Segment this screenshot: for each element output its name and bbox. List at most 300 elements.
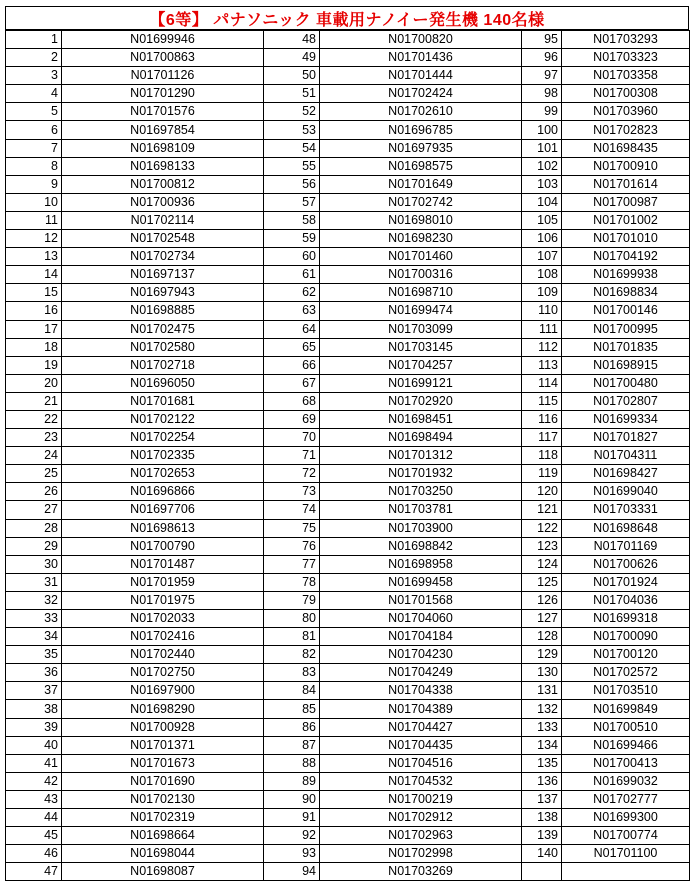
entry-number: 6	[6, 121, 62, 139]
entry-id: N01701827	[562, 429, 690, 447]
entry-id: N01701690	[62, 772, 264, 790]
entry-id: N01699946	[62, 31, 264, 49]
entry-id: N01698133	[62, 157, 264, 175]
table-row	[6, 338, 690, 356]
entry-number: 126	[522, 591, 562, 609]
entry-id: N01699040	[562, 483, 690, 501]
entry-number: 93	[264, 845, 320, 863]
entry-id: N01700774	[562, 827, 690, 845]
entry-id: N01700120	[562, 646, 690, 664]
entry-id: N01699938	[562, 266, 690, 284]
table-row	[6, 103, 690, 121]
entry-number: 14	[6, 266, 62, 284]
entry-number: 102	[522, 157, 562, 175]
entry-id: N01701487	[62, 555, 264, 573]
entry-id: N01700987	[562, 193, 690, 211]
entry-number: 130	[522, 664, 562, 682]
entry-id: N01703323	[562, 49, 690, 67]
entry-id: N01704060	[320, 610, 522, 628]
entry-number: 94	[264, 863, 320, 881]
entry-id: N01701312	[320, 447, 522, 465]
entry-number	[522, 863, 562, 881]
table-row	[6, 519, 690, 537]
entry-number: 127	[522, 610, 562, 628]
entry-id: N01698451	[320, 410, 522, 428]
entry-id: N01696050	[62, 374, 264, 392]
entry-number: 64	[264, 320, 320, 338]
entry-number: 16	[6, 302, 62, 320]
entry-number: 20	[6, 374, 62, 392]
entry-number: 37	[6, 682, 62, 700]
entry-number: 38	[6, 700, 62, 718]
entry-number: 55	[264, 157, 320, 175]
entry-number: 46	[6, 845, 62, 863]
entry-id: N01702335	[62, 447, 264, 465]
entry-number: 35	[6, 646, 62, 664]
table-row	[6, 302, 690, 320]
entry-number: 74	[264, 501, 320, 519]
entry-id: N01701568	[320, 591, 522, 609]
entry-id: N01702548	[62, 230, 264, 248]
entry-id: N01704427	[320, 718, 522, 736]
entry-number: 56	[264, 175, 320, 193]
table-row	[6, 374, 690, 392]
entry-id: N01698010	[320, 211, 522, 229]
entry-id: N01701932	[320, 465, 522, 483]
entry-id: N01701835	[562, 338, 690, 356]
entry-number: 76	[264, 537, 320, 555]
entry-id: N01698664	[62, 827, 264, 845]
table-row	[6, 429, 690, 447]
entry-number: 60	[264, 248, 320, 266]
entry-id: N01702319	[62, 809, 264, 827]
table-row	[6, 827, 690, 845]
entry-number: 8	[6, 157, 62, 175]
table-row	[6, 193, 690, 211]
entry-number: 96	[522, 49, 562, 67]
entry-id: N01698915	[562, 356, 690, 374]
entry-id: N01704184	[320, 628, 522, 646]
entry-id: N01702734	[62, 248, 264, 266]
entry-number: 83	[264, 664, 320, 682]
entry-id: N01702653	[62, 465, 264, 483]
entry-id: N01703358	[562, 67, 690, 85]
entry-id: N01701959	[62, 573, 264, 591]
table-row	[6, 139, 690, 157]
table-row	[6, 31, 690, 49]
entry-number: 136	[522, 772, 562, 790]
winners-sheet	[5, 6, 689, 881]
table-row	[6, 501, 690, 519]
entry-number: 17	[6, 320, 62, 338]
winners-table	[5, 30, 690, 881]
entry-id: N01700219	[320, 790, 522, 808]
entry-id: N01699849	[562, 700, 690, 718]
table-row	[6, 320, 690, 338]
entry-id: N01701126	[62, 67, 264, 85]
entry-id: N01700820	[320, 31, 522, 49]
table-row	[6, 555, 690, 573]
entry-id: N01703250	[320, 483, 522, 501]
entry-id: N01703269	[320, 863, 522, 881]
entry-number: 99	[522, 103, 562, 121]
entry-id: N01698290	[62, 700, 264, 718]
table-row	[6, 121, 690, 139]
entry-number: 31	[6, 573, 62, 591]
entry-id: N01702912	[320, 809, 522, 827]
entry-id: N01704516	[320, 754, 522, 772]
entry-number: 91	[264, 809, 320, 827]
entry-number: 50	[264, 67, 320, 85]
entry-id: N01699474	[320, 302, 522, 320]
entry-id: N01703331	[562, 501, 690, 519]
entry-id: N01699458	[320, 573, 522, 591]
entry-number: 109	[522, 284, 562, 302]
entry-number: 65	[264, 338, 320, 356]
entry-id: N01701681	[62, 392, 264, 410]
entry-id: N01702114	[62, 211, 264, 229]
entry-number: 59	[264, 230, 320, 248]
entry-number: 54	[264, 139, 320, 157]
entry-number: 75	[264, 519, 320, 537]
entry-id: N01704249	[320, 664, 522, 682]
entry-id: N01698648	[562, 519, 690, 537]
entry-id: N01701576	[62, 103, 264, 121]
entry-number: 12	[6, 230, 62, 248]
entry-number: 137	[522, 790, 562, 808]
entry-id: N01704435	[320, 736, 522, 754]
entry-id: N01702416	[62, 628, 264, 646]
entry-id: N01698710	[320, 284, 522, 302]
entry-number: 27	[6, 501, 62, 519]
entry-id: N01697854	[62, 121, 264, 139]
entry-number: 47	[6, 863, 62, 881]
entry-id: N01698575	[320, 157, 522, 175]
entry-id: N01702807	[562, 392, 690, 410]
entry-number: 121	[522, 501, 562, 519]
entry-id: N01699032	[562, 772, 690, 790]
prize-title: 【6等】 パナソニック 車載用ナノイー発生機 140名様	[5, 6, 689, 30]
entry-number: 33	[6, 610, 62, 628]
table-row	[6, 537, 690, 555]
table-row	[6, 646, 690, 664]
entry-number: 112	[522, 338, 562, 356]
entry-number: 48	[264, 31, 320, 49]
entry-number: 82	[264, 646, 320, 664]
entry-number: 80	[264, 610, 320, 628]
entry-id: N01702777	[562, 790, 690, 808]
entry-id: N01701100	[562, 845, 690, 863]
entry-number: 125	[522, 573, 562, 591]
entry-number: 113	[522, 356, 562, 374]
entry-number: 105	[522, 211, 562, 229]
table-row	[6, 591, 690, 609]
entry-number: 45	[6, 827, 62, 845]
entry-number: 7	[6, 139, 62, 157]
entry-number: 81	[264, 628, 320, 646]
table-row	[6, 790, 690, 808]
table-row	[6, 700, 690, 718]
entry-number: 66	[264, 356, 320, 374]
entry-id: N01700812	[62, 175, 264, 193]
entry-number: 53	[264, 121, 320, 139]
table-row	[6, 248, 690, 266]
entry-id: N01703781	[320, 501, 522, 519]
entry-number: 44	[6, 809, 62, 827]
entry-number: 26	[6, 483, 62, 501]
entry-number: 123	[522, 537, 562, 555]
table-row	[6, 157, 690, 175]
entry-number: 68	[264, 392, 320, 410]
entry-id: N01700863	[62, 49, 264, 67]
entry-id: N01702580	[62, 338, 264, 356]
entry-id: N01702122	[62, 410, 264, 428]
entry-id: N01698087	[62, 863, 264, 881]
table-row	[6, 211, 690, 229]
entry-number: 25	[6, 465, 62, 483]
entry-id: N01698494	[320, 429, 522, 447]
entry-number: 135	[522, 754, 562, 772]
entry-id: N01698044	[62, 845, 264, 863]
entry-id: N01697943	[62, 284, 264, 302]
entry-number: 100	[522, 121, 562, 139]
entry-id: N01700910	[562, 157, 690, 175]
entry-id: N01697900	[62, 682, 264, 700]
entry-number: 21	[6, 392, 62, 410]
entry-id: N01702130	[62, 790, 264, 808]
entry-id: N01701010	[562, 230, 690, 248]
table-row	[6, 573, 690, 591]
entry-number: 98	[522, 85, 562, 103]
table-row	[6, 664, 690, 682]
entry-id: N01696866	[62, 483, 264, 501]
entry-number: 131	[522, 682, 562, 700]
entry-id	[562, 863, 690, 881]
entry-id: N01704230	[320, 646, 522, 664]
entry-id: N01700146	[562, 302, 690, 320]
entry-id: N01703510	[562, 682, 690, 700]
entry-number: 101	[522, 139, 562, 157]
entry-number: 90	[264, 790, 320, 808]
entry-number: 28	[6, 519, 62, 537]
entry-id: N01702963	[320, 827, 522, 845]
entry-number: 9	[6, 175, 62, 193]
entry-id: N01703960	[562, 103, 690, 121]
entry-number: 11	[6, 211, 62, 229]
table-row	[6, 736, 690, 754]
table-row	[6, 682, 690, 700]
entry-number: 4	[6, 85, 62, 103]
entry-id: N01698885	[62, 302, 264, 320]
entry-number: 22	[6, 410, 62, 428]
entry-id: N01702610	[320, 103, 522, 121]
entry-id: N01703145	[320, 338, 522, 356]
entry-id: N01704192	[562, 248, 690, 266]
entry-number: 23	[6, 429, 62, 447]
entry-id: N01704389	[320, 700, 522, 718]
entry-id: N01700510	[562, 718, 690, 736]
entry-id: N01699121	[320, 374, 522, 392]
entry-number: 77	[264, 555, 320, 573]
entry-number: 118	[522, 447, 562, 465]
entry-id: N01700936	[62, 193, 264, 211]
entry-number: 97	[522, 67, 562, 85]
entry-number: 71	[264, 447, 320, 465]
entry-number: 3	[6, 67, 62, 85]
entry-number: 115	[522, 392, 562, 410]
entry-number: 57	[264, 193, 320, 211]
entry-number: 42	[6, 772, 62, 790]
entry-id: N01698834	[562, 284, 690, 302]
entry-id: N01700995	[562, 320, 690, 338]
entry-number: 107	[522, 248, 562, 266]
entry-id: N01701444	[320, 67, 522, 85]
entry-number: 138	[522, 809, 562, 827]
table-row	[6, 447, 690, 465]
entry-number: 69	[264, 410, 320, 428]
entry-number: 84	[264, 682, 320, 700]
entry-id: N01700626	[562, 555, 690, 573]
table-row	[6, 483, 690, 501]
entry-number: 104	[522, 193, 562, 211]
entry-id: N01703900	[320, 519, 522, 537]
entry-number: 63	[264, 302, 320, 320]
entry-id: N01699300	[562, 809, 690, 827]
entry-number: 88	[264, 754, 320, 772]
entry-id: N01697137	[62, 266, 264, 284]
entry-number: 2	[6, 49, 62, 67]
entry-number: 103	[522, 175, 562, 193]
entry-number: 117	[522, 429, 562, 447]
entry-number: 61	[264, 266, 320, 284]
entry-id: N01702572	[562, 664, 690, 682]
table-row	[6, 175, 690, 193]
entry-number: 70	[264, 429, 320, 447]
entry-id: N01704311	[562, 447, 690, 465]
entry-id: N01700413	[562, 754, 690, 772]
entry-number: 92	[264, 827, 320, 845]
table-row	[6, 230, 690, 248]
entry-number: 128	[522, 628, 562, 646]
entry-number: 41	[6, 754, 62, 772]
entry-number: 40	[6, 736, 62, 754]
entry-number: 43	[6, 790, 62, 808]
entry-number: 110	[522, 302, 562, 320]
entry-id: N01701290	[62, 85, 264, 103]
entry-number: 86	[264, 718, 320, 736]
entry-number: 24	[6, 447, 62, 465]
entry-number: 79	[264, 591, 320, 609]
entry-id: N01701673	[62, 754, 264, 772]
table-row	[6, 410, 690, 428]
entry-number: 139	[522, 827, 562, 845]
entry-id: N01701371	[62, 736, 264, 754]
entry-number: 15	[6, 284, 62, 302]
entry-id: N01704036	[562, 591, 690, 609]
entry-number: 111	[522, 320, 562, 338]
entry-id: N01702742	[320, 193, 522, 211]
entry-id: N01699318	[562, 610, 690, 628]
entry-number: 114	[522, 374, 562, 392]
entry-id: N01702254	[62, 429, 264, 447]
entry-id: N01701975	[62, 591, 264, 609]
entry-id: N01702823	[562, 121, 690, 139]
entry-id: N01701169	[562, 537, 690, 555]
entry-number: 51	[264, 85, 320, 103]
entry-number: 5	[6, 103, 62, 121]
entry-id: N01701436	[320, 49, 522, 67]
entry-number: 10	[6, 193, 62, 211]
entry-id: N01701614	[562, 175, 690, 193]
entry-number: 13	[6, 248, 62, 266]
table-row	[6, 628, 690, 646]
entry-number: 129	[522, 646, 562, 664]
table-row	[6, 863, 690, 881]
entry-number: 36	[6, 664, 62, 682]
table-row	[6, 392, 690, 410]
entry-id: N01704338	[320, 682, 522, 700]
entry-number: 120	[522, 483, 562, 501]
entry-id: N01698435	[562, 139, 690, 157]
entry-number: 34	[6, 628, 62, 646]
entry-number: 49	[264, 49, 320, 67]
entry-number: 108	[522, 266, 562, 284]
table-row	[6, 67, 690, 85]
entry-id: N01702475	[62, 320, 264, 338]
entry-number: 72	[264, 465, 320, 483]
table-row	[6, 465, 690, 483]
entry-id: N01697706	[62, 501, 264, 519]
entry-id: N01702750	[62, 664, 264, 682]
entry-id: N01698958	[320, 555, 522, 573]
entry-id: N01704257	[320, 356, 522, 374]
entry-id: N01702998	[320, 845, 522, 863]
entry-id: N01700928	[62, 718, 264, 736]
entry-id: N01700308	[562, 85, 690, 103]
entry-number: 73	[264, 483, 320, 501]
entry-number: 18	[6, 338, 62, 356]
entry-number: 30	[6, 555, 62, 573]
entry-id: N01701460	[320, 248, 522, 266]
entry-number: 95	[522, 31, 562, 49]
entry-id: N01698230	[320, 230, 522, 248]
entry-number: 58	[264, 211, 320, 229]
entry-id: N01703099	[320, 320, 522, 338]
entry-id: N01699334	[562, 410, 690, 428]
entry-number: 1	[6, 31, 62, 49]
entry-id: N01703293	[562, 31, 690, 49]
entry-number: 52	[264, 103, 320, 121]
entry-number: 89	[264, 772, 320, 790]
entry-number: 122	[522, 519, 562, 537]
entry-number: 124	[522, 555, 562, 573]
entry-number: 140	[522, 845, 562, 863]
entry-number: 29	[6, 537, 62, 555]
entry-number: 119	[522, 465, 562, 483]
entry-number: 39	[6, 718, 62, 736]
entry-id: N01704532	[320, 772, 522, 790]
entry-number: 67	[264, 374, 320, 392]
entry-id: N01701002	[562, 211, 690, 229]
entry-id: N01702440	[62, 646, 264, 664]
entry-number: 106	[522, 230, 562, 248]
entry-number: 116	[522, 410, 562, 428]
entry-id: N01698427	[562, 465, 690, 483]
entry-id: N01702718	[62, 356, 264, 374]
table-row	[6, 809, 690, 827]
entry-id: N01702033	[62, 610, 264, 628]
table-row	[6, 284, 690, 302]
